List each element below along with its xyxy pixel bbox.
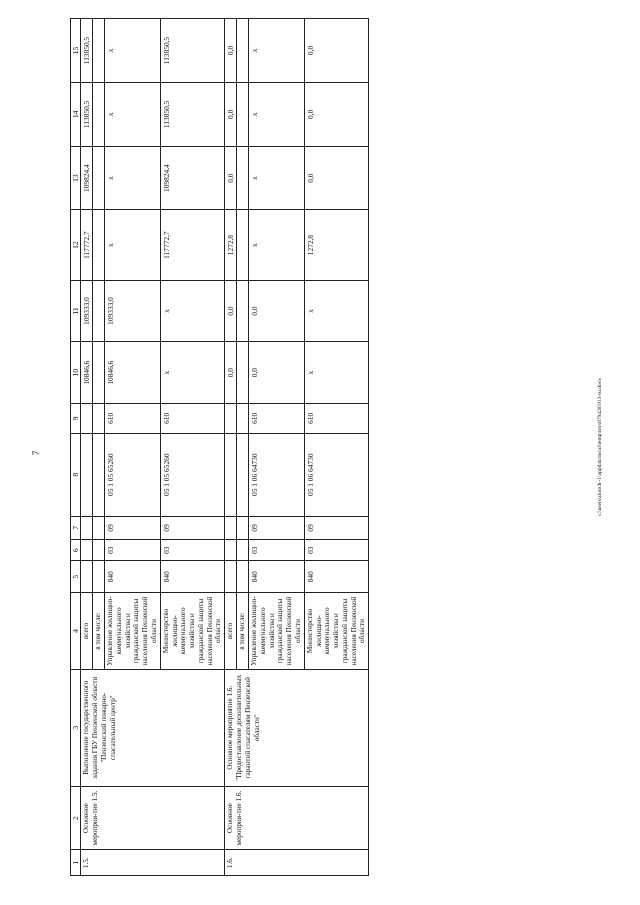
- cell: [225, 516, 237, 539]
- cell: 610: [105, 403, 161, 433]
- row-title: Выполнение государственного задания ГБУ Пензенской области "Пензенский пожарно-спасательный центр": [81, 669, 225, 786]
- cell: 09: [249, 516, 305, 539]
- row-label: Министерство жилищно-коммунального хозяйства и гражданской защиты населения Пензенской области: [160, 593, 224, 670]
- cell: [225, 540, 237, 561]
- cell: 05 1 05 65260: [105, 433, 161, 516]
- cell: 109333,0: [105, 280, 161, 342]
- header-cell: 1: [71, 850, 81, 876]
- cell: 113850,5: [81, 82, 93, 146]
- header-cell: 7: [71, 516, 81, 539]
- header-cell: 6: [71, 540, 81, 561]
- header-cell: 4: [71, 593, 81, 670]
- cell: х: [160, 342, 224, 404]
- row-id: 1.5.: [81, 850, 225, 876]
- header-cell: 2: [71, 786, 81, 850]
- cell: [93, 19, 105, 83]
- cell: 610: [249, 403, 305, 433]
- header-row: [71, 19, 81, 876]
- cell: [237, 342, 249, 404]
- cell: 1272,8: [304, 210, 368, 280]
- cell: 03: [160, 540, 224, 561]
- row-title: Основное мероприятие 1.6. "Предоставление дополнительных гарантий спасателям Пензенской области": [225, 669, 369, 786]
- cell: 0,0: [304, 82, 368, 146]
- cell: х: [105, 210, 161, 280]
- cell: 03: [249, 540, 305, 561]
- row-label: всего: [81, 593, 93, 670]
- cell: [237, 210, 249, 280]
- cell: [237, 280, 249, 342]
- cell: 113850,5: [160, 82, 224, 146]
- cell: 1272,8: [225, 210, 237, 280]
- cell: 109824,4: [160, 146, 224, 210]
- header-cell: 9: [71, 403, 81, 433]
- cell: [93, 561, 105, 593]
- budget-table: [70, 18, 369, 876]
- cell: х: [304, 280, 368, 342]
- cell: х: [105, 146, 161, 210]
- header-cell: 5: [71, 561, 81, 593]
- cell: 840: [249, 561, 305, 593]
- cell: [93, 516, 105, 539]
- row-label: в том числе:: [237, 593, 249, 670]
- cell: [237, 146, 249, 210]
- cell: [93, 403, 105, 433]
- cell: х: [105, 19, 161, 83]
- cell: 0,0: [225, 19, 237, 83]
- row-label: Управление жилищно-коммунального хозяйства и гражданской защиты населения Пензенской области: [105, 593, 161, 670]
- cell: х: [249, 82, 305, 146]
- cell: 05 1 06 64730: [304, 433, 368, 516]
- cell: 0,0: [225, 146, 237, 210]
- cell: 840: [160, 561, 224, 593]
- cell: 117772,7: [81, 210, 93, 280]
- cell: [93, 280, 105, 342]
- cell: х: [304, 342, 368, 404]
- row-type: Основное мероприя-тие 1.6.: [225, 786, 369, 850]
- header-cell: 12: [71, 210, 81, 280]
- header-cell: 14: [71, 82, 81, 146]
- row-label: Управление жилищно-коммунального хозяйства и гражданской защиты населения Пензенской области: [249, 593, 305, 670]
- cell: [237, 19, 249, 83]
- row-type: Основное мероприя-тие 1.5.: [81, 786, 225, 850]
- cell: 840: [304, 561, 368, 593]
- row-id: 1.6.: [225, 850, 369, 876]
- cell: [93, 342, 105, 404]
- cell: [237, 82, 249, 146]
- cell: 09: [105, 516, 161, 539]
- rotated-page: [70, 18, 570, 876]
- cell: 0,0: [225, 82, 237, 146]
- cell: 113850,5: [81, 19, 93, 83]
- cell: 09: [304, 516, 368, 539]
- page-number: 7: [31, 450, 41, 456]
- header-cell: 8: [71, 433, 81, 516]
- cell: 0,0: [249, 342, 305, 404]
- cell: 0,0: [304, 146, 368, 210]
- cell: [93, 433, 105, 516]
- cell: х: [249, 19, 305, 83]
- header-cell: 11: [71, 280, 81, 342]
- cell: 0,0: [225, 342, 237, 404]
- cell: 113850,5: [160, 19, 224, 83]
- cell: [81, 516, 93, 539]
- cell: [237, 561, 249, 593]
- cell: [81, 540, 93, 561]
- row-label: в том числе:: [93, 593, 105, 670]
- cell: 0,0: [249, 280, 305, 342]
- cell: 03: [105, 540, 161, 561]
- cell: 610: [304, 403, 368, 433]
- cell: 0,0: [225, 280, 237, 342]
- header-cell: 3: [71, 669, 81, 786]
- row-label: всего: [225, 593, 237, 670]
- cell: [81, 403, 93, 433]
- cell: [93, 82, 105, 146]
- cell: 09: [160, 516, 224, 539]
- cell: 05 1 06 64730: [249, 433, 305, 516]
- header-cell: 10: [71, 342, 81, 404]
- cell: 840: [105, 561, 161, 593]
- cell: 109824,4: [81, 146, 93, 210]
- cell: [225, 433, 237, 516]
- cell: 0,0: [304, 19, 368, 83]
- cell: [93, 540, 105, 561]
- cell: [237, 433, 249, 516]
- cell: [93, 210, 105, 280]
- header-cell: 13: [71, 146, 81, 210]
- cell: 03: [304, 540, 368, 561]
- cell: [237, 403, 249, 433]
- header-cell: 15: [71, 19, 81, 83]
- cell: [93, 146, 105, 210]
- row-label: Министерство жилищно-коммунального хозяйства и гражданской защиты населения Пензенской области: [304, 593, 368, 670]
- cell: 109333,0: [81, 280, 93, 342]
- cell: х: [249, 146, 305, 210]
- cell: [81, 433, 93, 516]
- cell: [225, 403, 237, 433]
- cell: 10846,6: [81, 342, 93, 404]
- cell: 610: [160, 403, 224, 433]
- cell: х: [105, 82, 161, 146]
- cell: 117772,7: [160, 210, 224, 280]
- table-row: [225, 19, 237, 876]
- cell: [237, 516, 249, 539]
- cell: [225, 561, 237, 593]
- cell: 10846,6: [105, 342, 161, 404]
- cell: [237, 540, 249, 561]
- table-row: [81, 19, 93, 876]
- cell: 05 1 05 65260: [160, 433, 224, 516]
- cell: [81, 561, 93, 593]
- cell: х: [249, 210, 305, 280]
- cell: х: [160, 280, 224, 342]
- footer-file-path: c:\users\zkorch~1\appdata\local\temp\ncrs879428\913-ru.docx: [597, 378, 603, 516]
